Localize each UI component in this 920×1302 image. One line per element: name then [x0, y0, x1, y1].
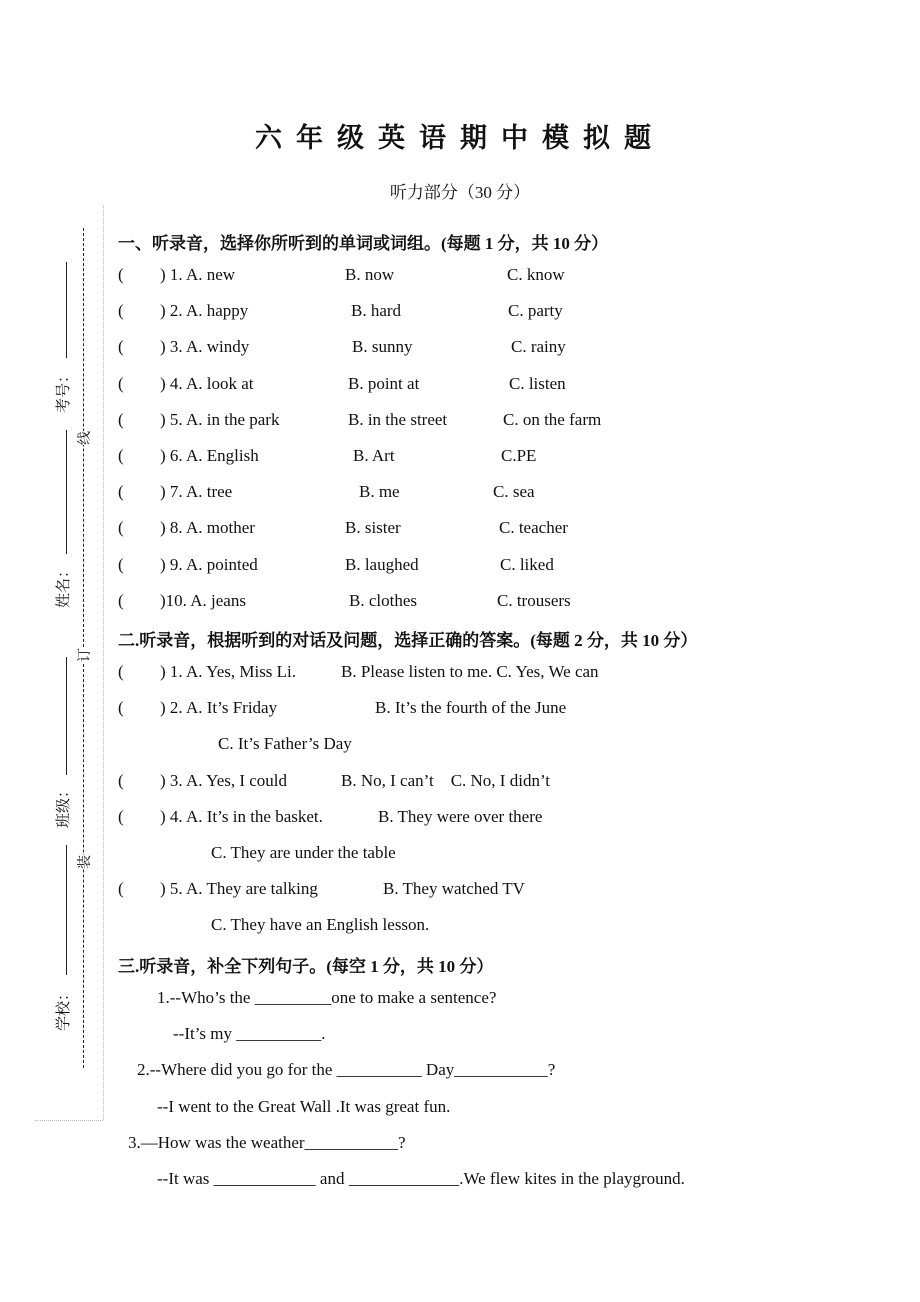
page-title: 六年级英语期中模拟题 — [255, 123, 665, 154]
option-b: B. now — [345, 265, 395, 284]
option-b: B. No, I can’t C. No, I didn’t — [341, 770, 551, 790]
answer-blank[interactable]: ( — [118, 337, 124, 357]
option-a: ) 5. A. in the park — [160, 409, 280, 429]
option-a: ) 3. A. windy — [160, 337, 250, 357]
answer-blank[interactable]: ( — [118, 770, 124, 790]
exam-number-label: 考号： — [54, 367, 73, 414]
binding-mark-staple: 订 — [74, 648, 94, 662]
part1-heading: 一、听录音，选择你所听到的单词或词组。(每题 1 分，共 10 分） — [118, 234, 609, 253]
option-c: C. trousers — [497, 590, 571, 610]
option-c: C. liked — [500, 554, 554, 574]
option-c: C. sea — [493, 482, 535, 502]
answer-blank[interactable]: ( — [118, 698, 124, 718]
binding-mark-line: 线 — [74, 431, 94, 445]
option-c: C. listen — [509, 373, 566, 393]
option-b: B. sister — [345, 518, 401, 538]
answer-blank[interactable]: ( — [118, 446, 124, 465]
answer-blank[interactable]: ( — [118, 518, 124, 538]
option-b: B. point at — [348, 373, 420, 393]
option-a: ) 9. A. pointed — [160, 554, 258, 574]
fill-in-sentence[interactable]: --It’s my __________. — [173, 1024, 326, 1044]
answer-blank[interactable]: ( — [118, 373, 124, 393]
answer-blank[interactable]: ( — [118, 409, 124, 429]
question-line: ) 4. A. It’s in the basket. — [160, 806, 323, 826]
option-b: B. clothes — [349, 590, 417, 610]
option-b: B. Please listen to me. C. Yes, We can — [341, 662, 599, 681]
option-a: ) 4. A. look at — [160, 373, 254, 393]
question-line: C. They have an English lesson. — [211, 915, 430, 935]
answer-blank[interactable]: ( — [118, 879, 124, 899]
question-line: ) 2. A. It’s Friday — [160, 698, 278, 718]
question-line: C. It’s Father’s Day — [218, 734, 352, 754]
fill-in-sentence[interactable]: --I went to the Great Wall .It was great fun. — [157, 1096, 451, 1116]
question-line: ) 3. A. Yes, I could — [160, 770, 288, 790]
option-a: ) 8. A. mother — [160, 518, 255, 538]
school-field[interactable] — [66, 845, 67, 975]
option-b: B. They were over there — [378, 806, 543, 826]
option-a: ) 7. A. tree — [160, 482, 233, 502]
class-label: 班级： — [54, 782, 73, 829]
section-subtitle: 听力部分（30 分） — [389, 183, 531, 202]
option-c: C. know — [507, 265, 565, 284]
option-b: B. laughed — [345, 554, 419, 574]
option-c: C. rainy — [511, 337, 566, 357]
option-a: ) 6. A. English — [160, 446, 259, 465]
question-line: ) 5. A. They are talking — [160, 879, 318, 899]
option-c: C. teacher — [499, 518, 568, 538]
option-b: B. hard — [351, 301, 402, 321]
option-b: B. Art — [353, 446, 395, 465]
margin-dotted-border — [103, 205, 104, 1120]
name-field[interactable] — [66, 430, 67, 554]
answer-blank[interactable]: ( — [118, 554, 124, 574]
option-b: B. It’s the fourth of the June — [375, 698, 567, 718]
part3-heading: 三.听录音，补全下列句子。(每空 1 分，共 10 分） — [118, 957, 494, 976]
option-a: )10. A. jeans — [160, 590, 246, 610]
option-c: C.PE — [501, 446, 537, 465]
option-c: C. party — [508, 301, 563, 321]
class-field[interactable] — [66, 657, 67, 775]
school-label: 学校： — [54, 985, 73, 1032]
answer-blank[interactable]: ( — [118, 806, 124, 826]
option-b: B. me — [359, 482, 400, 502]
name-label: 姓名： — [54, 562, 73, 609]
binding-mark-bind: 装 — [74, 855, 94, 869]
option-b: B. They watched TV — [383, 879, 525, 899]
option-a: ) 2. A. happy — [160, 301, 249, 321]
exam-number-field[interactable] — [66, 262, 67, 358]
fill-in-sentence[interactable]: 3.—How was the weather___________? — [128, 1132, 406, 1152]
answer-blank[interactable]: ( — [118, 662, 124, 681]
part2-heading: 二.听录音，根据听到的对话及问题，选择正确的答案。(每题 2 分，共 10 分） — [118, 631, 698, 650]
option-c: C. on the farm — [503, 409, 602, 429]
option-b: B. in the street — [348, 409, 448, 429]
margin-dotted-border-bottom — [35, 1120, 103, 1121]
answer-blank[interactable]: ( — [118, 265, 124, 284]
option-a: ) 1. A. new — [160, 265, 236, 284]
option-b: B. sunny — [352, 337, 413, 357]
fill-in-sentence[interactable]: --It was ____________ and _____________.We flew kites in the playground. — [157, 1169, 685, 1188]
answer-blank[interactable]: ( — [118, 301, 124, 321]
question-line: C. They are under the table — [211, 843, 396, 862]
fill-in-sentence[interactable]: 2.--Where did you go for the __________ Day___________? — [137, 1060, 556, 1080]
answer-blank[interactable]: ( — [118, 590, 124, 610]
fill-in-sentence[interactable]: 1.--Who’s the _________one to make a sentence? — [157, 988, 497, 1007]
question-line: ) 1. A. Yes, Miss Li. — [160, 662, 297, 681]
answer-blank[interactable]: ( — [118, 482, 124, 502]
